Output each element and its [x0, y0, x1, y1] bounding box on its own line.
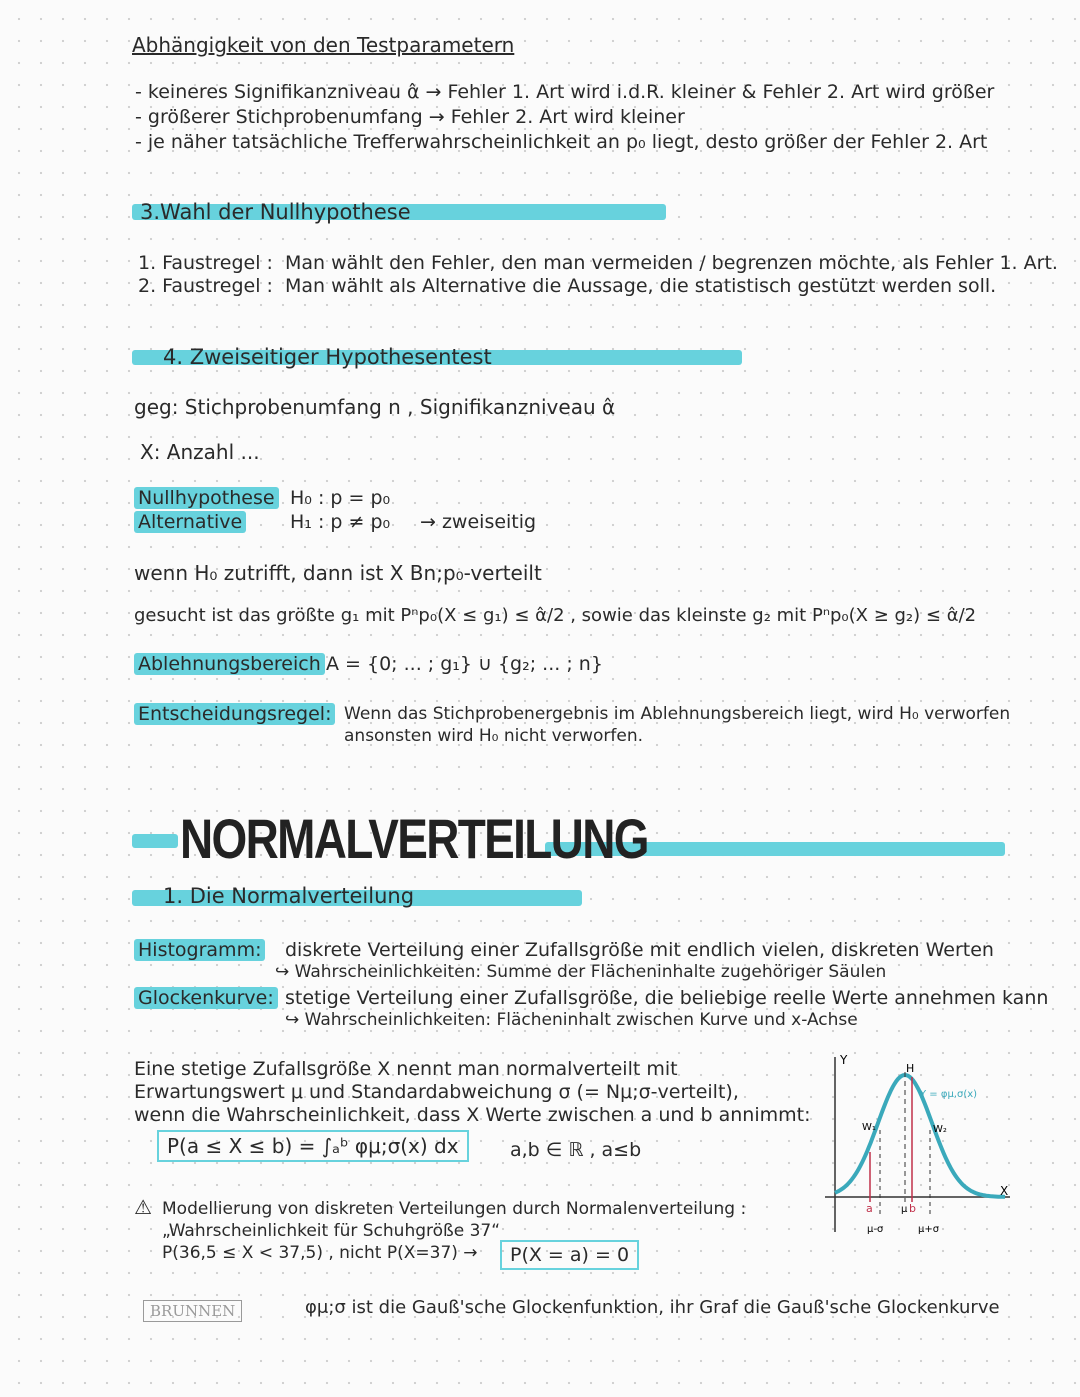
zufallsgroesse-line: X: Anzahl ... — [140, 440, 260, 464]
glockenkurve-line: stetige Verteilung einer Zufallsgröße, die beliebige reelle Werte annehmen kann — [285, 987, 1049, 1009]
b-label: b — [909, 1202, 916, 1215]
gesucht-line: gesucht ist das größte g₁ mit Pⁿp₀(X ≤ g₁) ≤ α̂/2 , sowie das kleinste g₂ mit Pⁿp₀(X ≥ g₂) ≤ α̂/2 — [134, 605, 977, 626]
entscheidungsregel-line: Wenn das Stichprobenergebnis im Ablehnungsbereich liegt, wird H₀ verworfen — [344, 704, 1011, 724]
mu-label: μ — [901, 1204, 908, 1215]
verteilung-line: wenn H₀ zutrifft, dann ist X Bn;p₀-verteilt — [134, 561, 542, 585]
warning-icon: ⚠ — [134, 1195, 152, 1219]
warning-line: „Wahrscheinlichkeit für Schuhgröße 37“ — [162, 1221, 501, 1241]
subsection-title: 1. Die Normalverteilung — [163, 884, 415, 908]
faustregel-2-text: Man wählt als Alternative die Aussage, die statistisch gestützt werden soll. — [285, 275, 997, 297]
alternative-note: → zweiseitig — [420, 511, 537, 533]
formula-condition: a,b ∈ ℝ , a≤b — [510, 1139, 642, 1161]
mu-plus-sigma-label: μ+σ — [918, 1224, 940, 1235]
function-label: Y = φμ,σ(x) — [920, 1089, 978, 1100]
bell-curve-graph — [820, 1052, 1020, 1242]
y-label: Y — [840, 1053, 848, 1067]
entscheidungsregel-line: ansonsten wird H₀ nicht verworfen. — [344, 726, 644, 746]
ablehnungsbereich-expr: A = {0; ... ; g₁} ∪ {g₂; ... ; n} — [326, 653, 603, 675]
x-label: X — [1000, 1184, 1009, 1198]
mu-minus-sigma-label: μ-σ — [867, 1224, 884, 1235]
h-label: H — [906, 1062, 915, 1075]
brand-logo: BRUNNEN — [143, 1300, 242, 1322]
histogramm-label: Histogramm: — [134, 940, 265, 962]
w1-label: W₁ — [862, 1122, 876, 1133]
warning-line: P(36,5 ≤ X < 37,5) , nicht P(X=37) → — [162, 1243, 478, 1263]
nullhypothese-expr: H₀ : p = p₀ — [290, 487, 391, 509]
result-box: P(X = a) = 0 — [500, 1240, 639, 1270]
glockenkurve-label: Glockenkurve: — [134, 988, 278, 1010]
warning-line: Modellierung von diskreten Verteilungen durch Normalenverteilung : — [162, 1199, 747, 1219]
section-title-nullhypothese: 3.Wahl der Nullhypothese — [140, 200, 411, 224]
gegeben-line: geg: Stichprobenumfang n , Signifikanzniveau α̂ — [134, 395, 616, 419]
gauss-line: φμ;σ ist die Gauß'sche Glockenfunktion, ihr Graf die Gauß'sche Glockenkurve — [305, 1297, 1000, 1318]
definition-line: Eine stetige Zufallsgröße X nennt man normalverteilt mit — [134, 1058, 678, 1080]
alternative-expr: H₁ : p ≠ p₀ — [290, 511, 391, 533]
note-line: - je näher tatsächliche Trefferwahrscheinlichkeit an p₀ liegt, desto größer der Fehler 2. Art — [135, 131, 988, 153]
entscheidungsregel-label: Entscheidungsregel: — [134, 704, 335, 726]
glockenkurve-line: ↪ Wahrscheinlichkeiten: Flächeninhalt zwischen Kurve und x-Achse — [285, 1010, 858, 1030]
histogramm-line: ↪ Wahrscheinlichkeiten: Summe der Flächeninhalte zugehöriger Säulen — [275, 962, 887, 982]
a-label: a — [866, 1202, 873, 1215]
nullhypothese-label: Nullhypothese — [134, 488, 279, 510]
note-line: - keineres Signifikanzniveau α̂ → Fehler 1. Art wird i.d.R. kleiner & Fehler 2. Art wird größer — [135, 81, 995, 103]
faustregel-2-label: 2. Faustregel : — [138, 275, 273, 297]
faustregel-1-text: Man wählt den Fehler, den man vermeiden / begrenzen möchte, als Fehler 1. Art. — [285, 252, 1058, 274]
histogramm-line: diskrete Verteilung einer Zufallsgröße mit endlich vielen, diskreten Werten — [285, 939, 994, 961]
chapter-heading: NORMALVERTEILUNG — [180, 807, 648, 870]
alternative-label: Alternative — [134, 512, 246, 534]
section-title-testparameter: Abhängigkeit von den Testparametern — [132, 33, 515, 57]
faustregel-1-label: 1. Faustregel : — [138, 252, 273, 274]
formula-box: P(a ≤ X ≤ b) = ∫ₐᵇ φμ;σ(x) dx — [157, 1130, 469, 1162]
ablehnungsbereich-label: Ablehnungsbereich — [134, 654, 325, 676]
w2-label: W₂ — [933, 1124, 947, 1135]
definition-line: wenn die Wahrscheinlichkeit, dass X Werte zwischen a und b annimmt: — [134, 1104, 811, 1126]
section-title-zweiseitig: 4. Zweiseitiger Hypothesentest — [163, 345, 492, 369]
note-line: - größerer Stichprobenumfang → Fehler 2. Art wird kleiner — [135, 106, 685, 128]
highlight-bar — [132, 834, 178, 848]
definition-line: Erwartungswert μ und Standardabweichung σ (= Nμ;σ-verteilt), — [134, 1081, 739, 1103]
